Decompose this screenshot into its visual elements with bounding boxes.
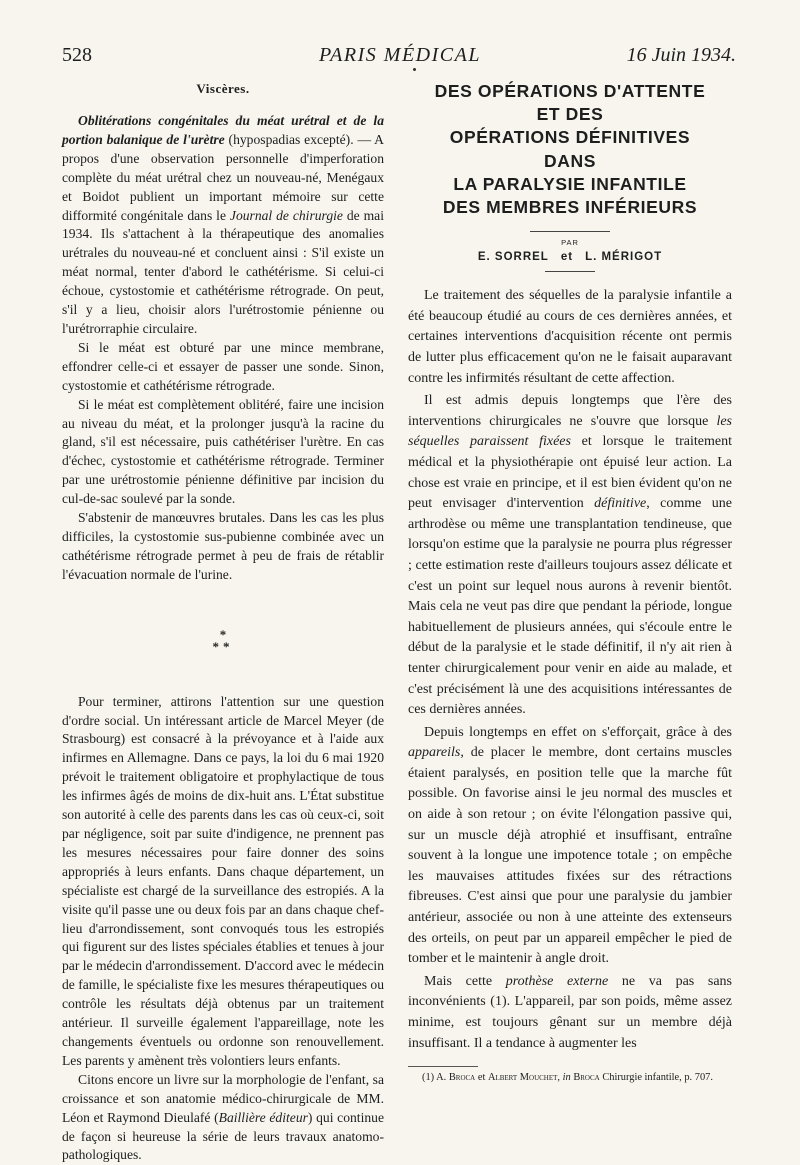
paragraph-run-title: Oblitérations congénitales du méat urétral et de la portion balanique de l'urètre: [62, 113, 384, 147]
paragraph: S'abstenir de manœuvres brutales. Dans les cas les plus difficiles, la cystostomie sus-pubienne combinée avec un cathétérisme rétrograde permet à peu de frais de rétablir l'évacuation normale de l'urine.: [62, 510, 384, 582]
footnote-rule: [408, 1066, 478, 1067]
authors: [408, 251, 732, 263]
title-line: DANS: [544, 150, 596, 171]
paragraph: Pour terminer, attirons l'attention sur une question d'ordre social. Un intéressant article de Marcel Meyer (de Strasbourg) est consacré à la prévoyance et à l'aide aux infirmes en Allemagne. Dans ce pays, la loi du 6 mai 1920 prévoit le traitement obligatoire et prophylactique de tous les infirmes âgés de moins de dix-huit ans. L'État substitue son autorité à celle des parents dans les cas où ceux-ci, soit par négligence, soit par suite d'indigence, ne prennent pas les mesures nécessaires pour faire donner des soins appropriés à leurs enfants. Dans chaque département, un spécialiste est chargé de la surveillance des estropiés. A la visite qu'il passe une ou deux fois par an dans chaque chef-lieu d'arrondissement, sont convoqués tous les estropiés qui figurent sur des listes spéciales établies et tenues à jour par le médecin d'arrondissement. D'accord avec le médecin de famille, le spécialiste fixe les mesures thérapeutiques ou contrôle les résultats déjà obtenus par un traitement antérieur. Il surveille également l'appareillage, note les changements éventuels ou ordonne son renouvellement. Les parents y amènent très volontiers leurs enfants.: [62, 693, 384, 1068]
paragraph: Si le méat est obturé par une mince membrane, effondrer celle-ci et essayer de passer une sonde. Sinon, cystostomie et cathétérisme rétrograde.: [62, 339, 384, 393]
paragraph: Si le méat est complètement oblitéré, faire une incision au niveau du méat, et la prolonger jusqu'à la racine du gland, s'il est nécessaire, puis cathétériser l'urètre. En cas d'échec, cystostomie et cathétérisme rétrograde. Terminer par une urétrostomie pénienne définitive par incision du cul-de-sac soulevé par la sonde.: [62, 396, 384, 507]
footnote-run: (1) A.: [422, 1072, 449, 1084]
issue-date: 16 Juin 1934.: [626, 44, 736, 66]
title-line: LA PARALYSIE INFANTILE: [453, 173, 687, 194]
left-column: [62, 76, 384, 1165]
asterism-top: *: [219, 626, 227, 642]
paragraph-run-italic: prothèse externe: [505, 973, 609, 989]
right-column: [408, 76, 732, 1084]
paragraph-run: ne va pas sans inconvénients (1). L'appareil, par son poids, même assez minime, est toujours gênant sur un membre déjà insuffisant. Il a tendance à augmenter les: [408, 973, 732, 1051]
footnote-author: Albert Mouchet: [487, 1072, 558, 1084]
footnote: [408, 1071, 732, 1084]
byline-par: PAR: [561, 238, 579, 248]
paragraph-run: ) qui continue de façon si heureuse la série de leurs travaux anatomo-pathologiques.: [62, 1109, 384, 1163]
paragraph: [408, 972, 732, 1054]
paragraph: [62, 112, 384, 339]
footnote-run: Chirurgie infantile, p. 707.: [599, 1072, 713, 1084]
author-conjunction: et: [560, 251, 574, 264]
footnote-author: Broca: [448, 1072, 476, 1084]
title-line: DES MEMBRES INFÉRIEURS: [442, 197, 698, 218]
author-name: E. SORREL: [477, 251, 549, 264]
paragraph: [408, 391, 732, 721]
author-name: L. MÉRIGOT: [585, 251, 663, 264]
paragraph-run-italic: Journal de chirurgie: [229, 207, 343, 223]
paragraph-run: Mais cette: [424, 973, 506, 989]
paragraph: [408, 723, 732, 970]
title-rule: [530, 231, 610, 232]
paragraph: [62, 1071, 384, 1165]
paragraph-run: Citons encore un livre sur la morphologie de l'enfant, sa croissance et son anatomie médico-chirurgicale de MM. Léon et Raymond Dieulafé (: [62, 1071, 384, 1125]
paragraph-run: Il est admis depuis longtemps que l'ère des interventions chirurgicales ne s'ouvre que lorsque: [408, 393, 732, 429]
footnote-run: et: [475, 1072, 488, 1084]
footnote-run: ,: [557, 1072, 563, 1084]
paragraph-run: , de placer le membre, dont certains muscles étaient paralysés, en position telle que la marche fût possible. On favorise ainsi le jeu normal des muscles et on aide à son retour ; on évite l'élongation passive qui, sur un muscle déjà atrophié et insuffisant, entraîne souvent à la longue une impotence totale ; on empêche les mauvaises attitudes fixées sur des rétractions fibreuses. C'est ainsi que pour une paralysie du jambier antérieur, associée ou non à une atteinte des extenseurs des orteils, on peut par un appareil empêcher le pied de tomber et le maintenir à angle droit.: [408, 745, 732, 967]
paragraph-run: et lorsque le traitement médical et la physiothérapie ont épuisé leur action. La chose est vraie en principe, et il est bien évident qu'on ne peut envisager d'intervention: [408, 434, 732, 512]
paragraph-run: (hypospadias excepté). — A propos d'une observation personnelle d'imperforation complète du méat urétral chez un nouveau-né, Menégaux et Boidot publient un important mémoire sur cette difformité congénitale dans le: [62, 131, 384, 223]
title-line: DES OPÉRATIONS D'ATTENTE: [434, 81, 706, 101]
page-number: 528: [62, 44, 92, 66]
asterism-bottom: **: [212, 638, 234, 654]
paragraph-run: de mai 1934. Ils s'attachent à la thérapeutique des anomalies urétrales du nouveau-né et concluent ainsi : S'il existe un méat normal, tenter d'abord le cathétérisme. Si celui-ci échoue, cystostomie et cathétérisme rétrograde. On peut, s'il y a lieu, choisir alors l'urétrostomie pénienne ou l'urétrorraphie circulaire.: [62, 207, 384, 336]
paragraph-run: , comme une arthrodèse ou même une transplantation tendineuse, que lorsqu'on estime que la paralysie ne pourra plus régresser ; cette estimation reste d'ailleurs toujours assez délicate et c'est un point sur lequel nous aurons à revenir bientôt. Mais cela ne veut pas dire que pendant la période, longue habituellement de plusieurs années, qui s'écoule entre le début de la paralysie et le stade définitif, il n'y ait rien à tenter chirurgicalement pour venir en aide au malade, et c'est précisément là une des acquisitions intéressantes de ces dernières années.: [408, 496, 732, 718]
section-heading: Viscères.: [196, 81, 250, 96]
title-line: OPÉRATIONS DÉFINITIVES: [449, 127, 691, 148]
footnote-author: Broca: [573, 1072, 600, 1084]
title-line: ET DES: [536, 104, 604, 125]
article-title: [408, 80, 732, 219]
paragraph-run: Depuis longtemps en effet on s'efforçait, grâce à des: [424, 724, 732, 740]
paragraph-run-italic: les séquelles paraissent fixées: [408, 413, 732, 450]
footnote-run-italic: in: [562, 1072, 571, 1084]
authors-rule: [545, 271, 595, 272]
asterism-divider: [62, 626, 384, 654]
paragraph: Le traitement des séquelles de la paralysie infantile a été beaucoup étudié au cours de ces dernières années, et certaines interventions d'acquisition récente ont permis de lutter plus efficacement qu'on ne le faisait auparavant contre les infirmités résultant de cette affection.: [408, 288, 732, 386]
paragraph-run-italic: Baillière éditeur: [218, 1109, 308, 1125]
journal-title: PARIS MÉDICAL: [319, 44, 481, 66]
paragraph-run-italic: définitive: [594, 496, 647, 512]
print-speck: [413, 68, 416, 71]
paragraph-run-italic: appareils: [408, 745, 461, 761]
